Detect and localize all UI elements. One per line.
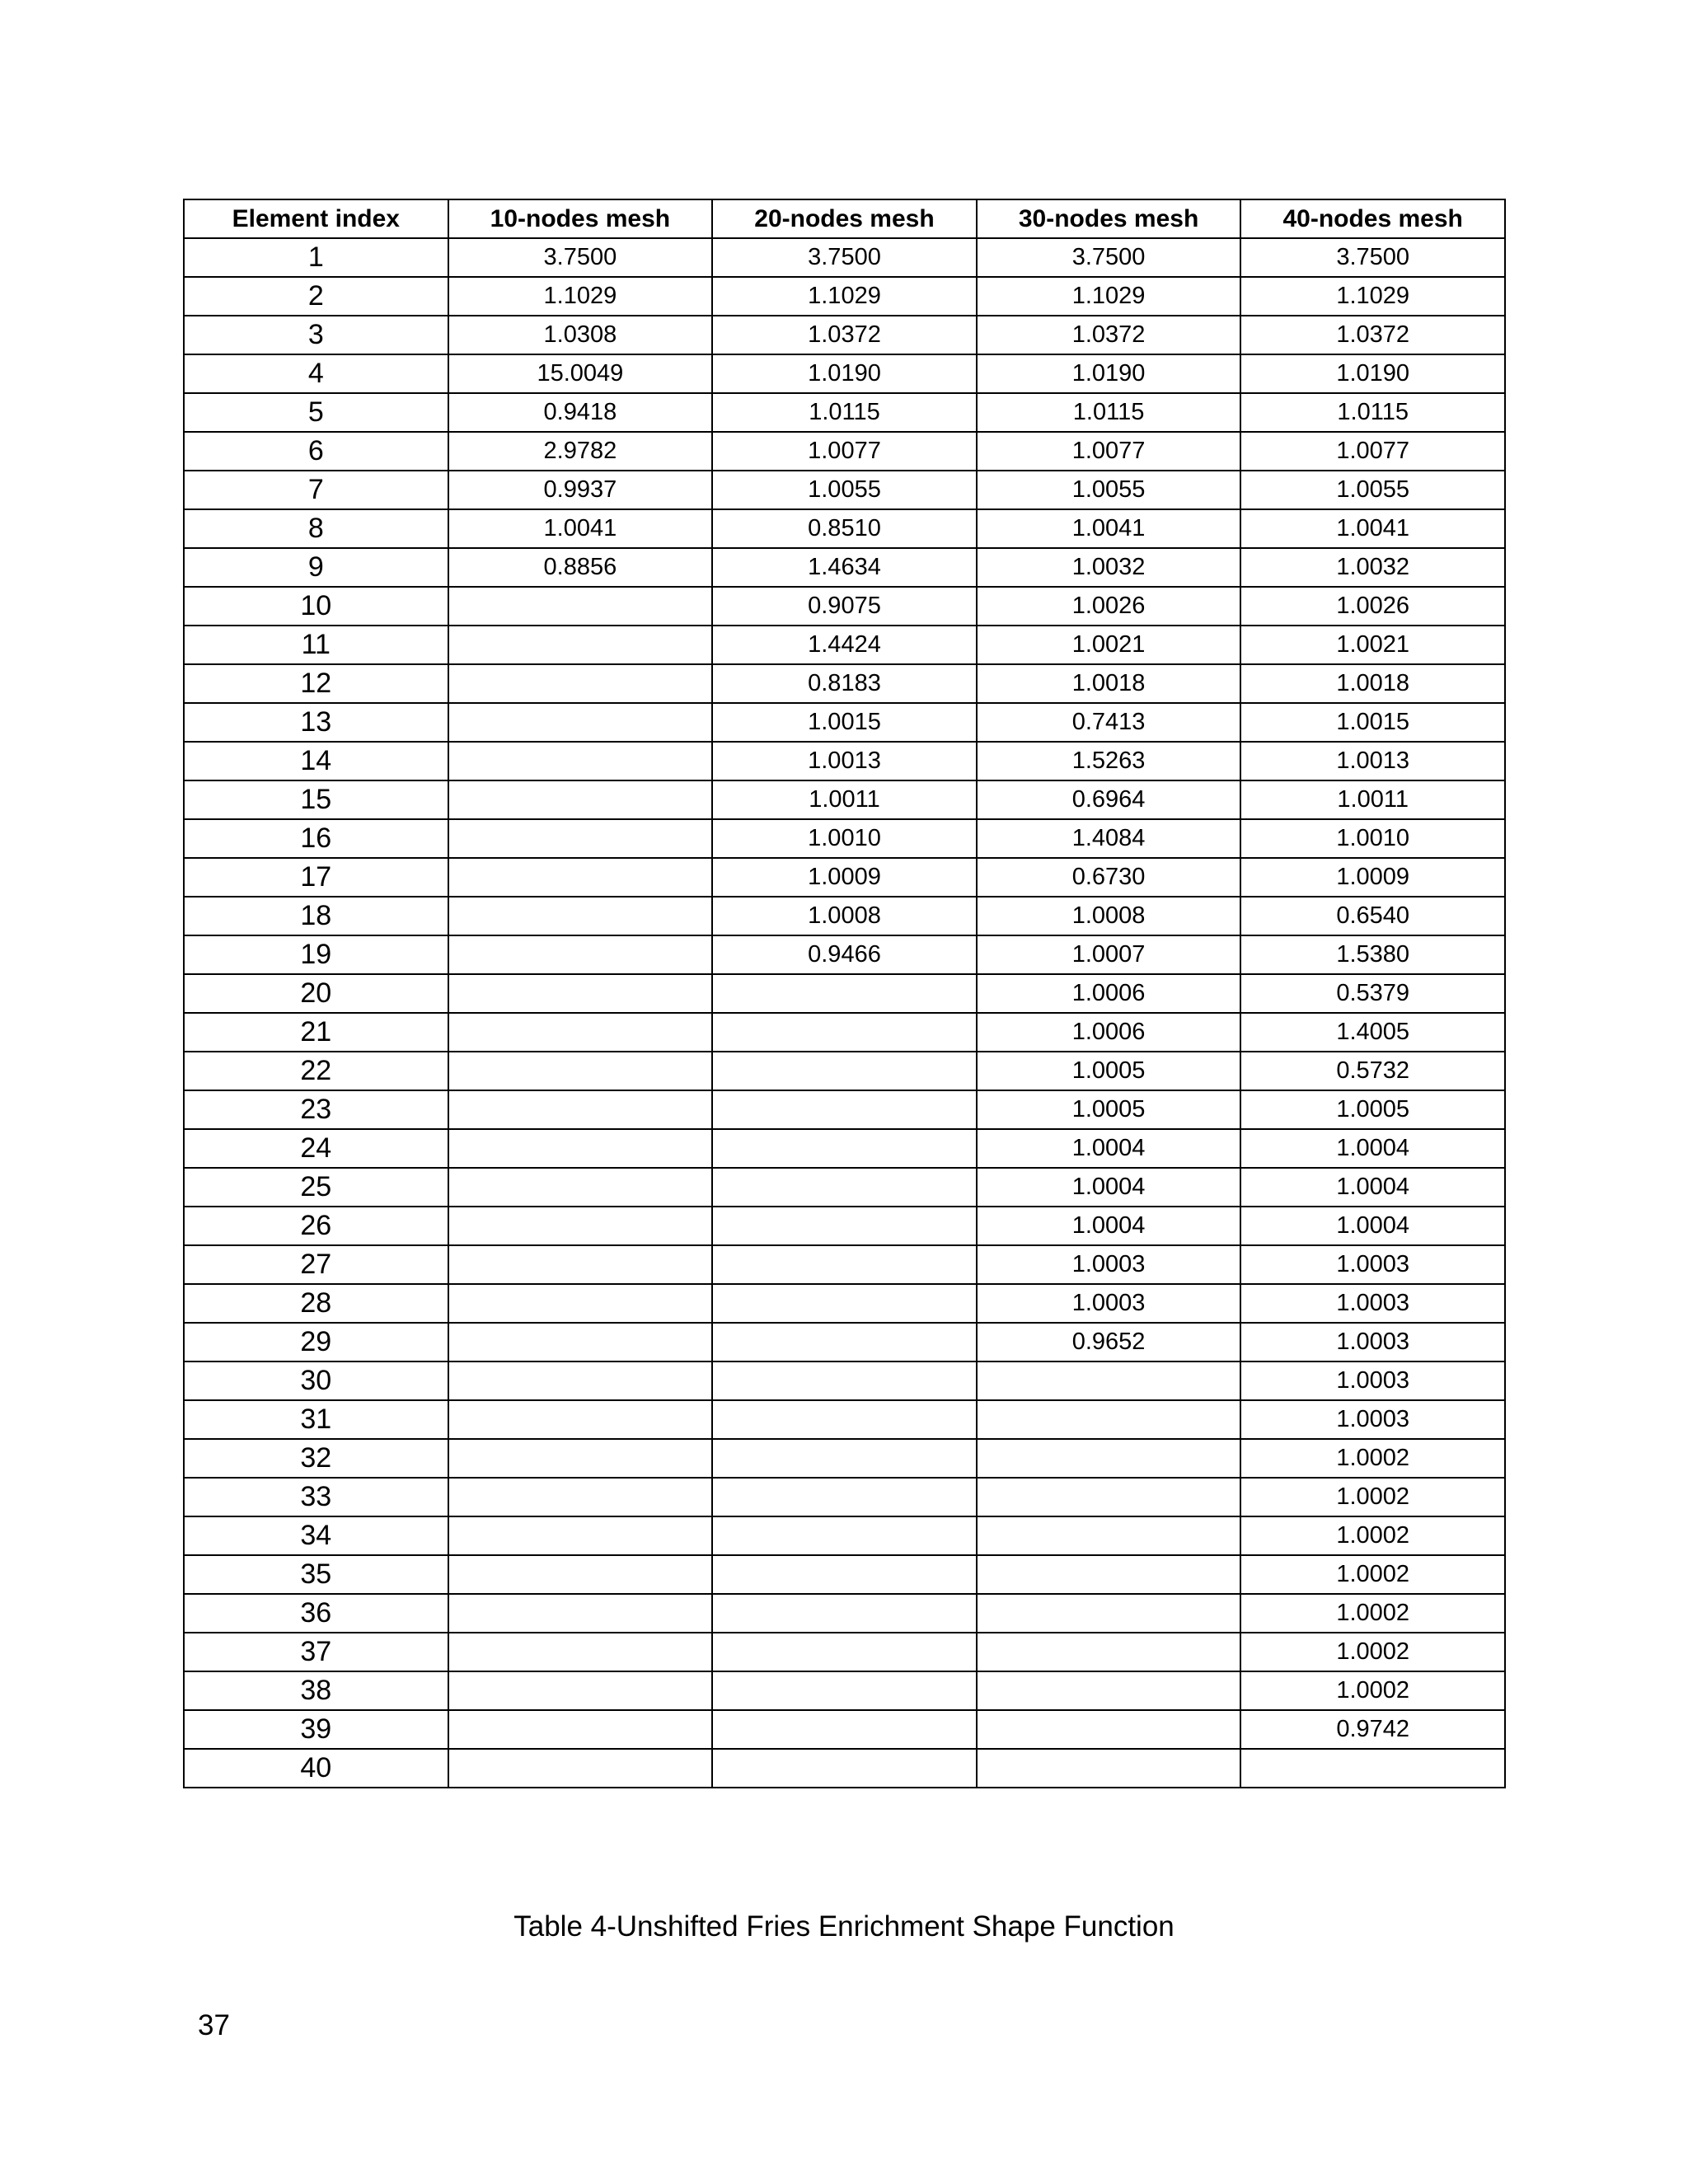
cell-value-20-nodes: 1.0013 xyxy=(712,742,977,780)
table-row xyxy=(184,587,1505,626)
cell-value-40-nodes: 1.0003 xyxy=(1240,1400,1505,1439)
cell-value-30-nodes: 1.0003 xyxy=(977,1245,1241,1284)
cell-value-10-nodes xyxy=(448,703,713,742)
cell-value-30-nodes xyxy=(977,1400,1241,1439)
cell-value-30-nodes xyxy=(977,1478,1241,1516)
cell-element-index: 1 xyxy=(184,238,448,277)
cell-value-40-nodes: 1.0190 xyxy=(1240,354,1505,393)
cell-value-40-nodes: 1.0005 xyxy=(1240,1090,1505,1129)
cell-element-index: 13 xyxy=(184,703,448,742)
cell-value-30-nodes xyxy=(977,1671,1241,1710)
cell-value-40-nodes: 1.0002 xyxy=(1240,1594,1505,1633)
cell-value-20-nodes: 1.0077 xyxy=(712,432,977,471)
table-row xyxy=(184,819,1505,858)
table-row xyxy=(184,277,1505,316)
cell-value-20-nodes: 1.0009 xyxy=(712,858,977,897)
cell-value-20-nodes xyxy=(712,1129,977,1168)
cell-value-10-nodes xyxy=(448,587,713,626)
cell-value-10-nodes xyxy=(448,1129,713,1168)
cell-value-30-nodes: 1.0004 xyxy=(977,1207,1241,1245)
cell-value-20-nodes: 0.9466 xyxy=(712,935,977,974)
cell-value-10-nodes xyxy=(448,1633,713,1671)
cell-element-index: 31 xyxy=(184,1400,448,1439)
cell-value-40-nodes: 1.0004 xyxy=(1240,1129,1505,1168)
cell-element-index: 25 xyxy=(184,1168,448,1207)
cell-value-40-nodes: 1.0013 xyxy=(1240,742,1505,780)
cell-value-20-nodes: 1.0010 xyxy=(712,819,977,858)
cell-value-40-nodes xyxy=(1240,1749,1505,1788)
cell-value-10-nodes: 0.8856 xyxy=(448,548,713,587)
data-table xyxy=(183,199,1506,1788)
table-row xyxy=(184,1671,1505,1710)
table-row xyxy=(184,1013,1505,1052)
cell-value-40-nodes: 1.0011 xyxy=(1240,780,1505,819)
cell-value-40-nodes: 1.0041 xyxy=(1240,509,1505,548)
cell-value-10-nodes xyxy=(448,819,713,858)
cell-value-10-nodes xyxy=(448,974,713,1013)
cell-element-index: 15 xyxy=(184,780,448,819)
cell-value-30-nodes: 1.0006 xyxy=(977,974,1241,1013)
cell-value-30-nodes xyxy=(977,1749,1241,1788)
table-caption: Table 4-Unshifted Fries Enrichment Shape Function xyxy=(513,1910,1175,1943)
cell-value-20-nodes: 0.8183 xyxy=(712,664,977,703)
cell-value-10-nodes xyxy=(448,1245,713,1284)
table-row xyxy=(184,1555,1505,1594)
cell-value-30-nodes: 1.0004 xyxy=(977,1129,1241,1168)
table-row xyxy=(184,1323,1505,1361)
table-row xyxy=(184,780,1505,819)
table-row xyxy=(184,1090,1505,1129)
cell-element-index: 27 xyxy=(184,1245,448,1284)
cell-value-30-nodes: 1.0041 xyxy=(977,509,1241,548)
cell-value-20-nodes: 1.0055 xyxy=(712,471,977,509)
cell-value-10-nodes xyxy=(448,1013,713,1052)
cell-value-20-nodes xyxy=(712,1749,977,1788)
cell-value-30-nodes xyxy=(977,1361,1241,1400)
cell-value-30-nodes xyxy=(977,1710,1241,1749)
cell-value-30-nodes: 1.0077 xyxy=(977,432,1241,471)
cell-value-10-nodes xyxy=(448,1361,713,1400)
cell-value-20-nodes xyxy=(712,1478,977,1516)
table-row xyxy=(184,509,1505,548)
cell-value-40-nodes: 1.0015 xyxy=(1240,703,1505,742)
cell-value-40-nodes: 0.5732 xyxy=(1240,1052,1505,1090)
table-row xyxy=(184,393,1505,432)
cell-value-30-nodes: 1.0004 xyxy=(977,1168,1241,1207)
cell-value-40-nodes: 1.0002 xyxy=(1240,1633,1505,1671)
table-row xyxy=(184,897,1505,935)
cell-value-10-nodes xyxy=(448,1207,713,1245)
cell-element-index: 40 xyxy=(184,1749,448,1788)
cell-value-10-nodes xyxy=(448,1323,713,1361)
cell-value-10-nodes xyxy=(448,1439,713,1478)
cell-value-20-nodes xyxy=(712,1361,977,1400)
table-row xyxy=(184,432,1505,471)
cell-element-index: 34 xyxy=(184,1516,448,1555)
table-row xyxy=(184,1052,1505,1090)
cell-element-index: 24 xyxy=(184,1129,448,1168)
cell-value-20-nodes xyxy=(712,1400,977,1439)
cell-element-index: 19 xyxy=(184,935,448,974)
cell-element-index: 12 xyxy=(184,664,448,703)
cell-value-20-nodes: 3.7500 xyxy=(712,238,977,277)
cell-value-40-nodes: 1.0115 xyxy=(1240,393,1505,432)
cell-value-20-nodes: 1.0011 xyxy=(712,780,977,819)
cell-value-40-nodes: 1.0009 xyxy=(1240,858,1505,897)
cell-value-20-nodes xyxy=(712,1168,977,1207)
cell-value-30-nodes: 0.6964 xyxy=(977,780,1241,819)
header-10-nodes-mesh: 10-nodes mesh xyxy=(448,199,713,238)
cell-value-30-nodes xyxy=(977,1555,1241,1594)
cell-value-10-nodes xyxy=(448,626,713,664)
cell-value-40-nodes: 1.0055 xyxy=(1240,471,1505,509)
cell-value-30-nodes: 1.0115 xyxy=(977,393,1241,432)
cell-value-30-nodes: 1.0026 xyxy=(977,587,1241,626)
cell-value-10-nodes xyxy=(448,1516,713,1555)
cell-value-20-nodes: 1.0372 xyxy=(712,316,977,354)
header-40-nodes-mesh: 40-nodes mesh xyxy=(1240,199,1505,238)
cell-value-10-nodes: 3.7500 xyxy=(448,238,713,277)
cell-value-40-nodes: 1.5380 xyxy=(1240,935,1505,974)
header-element-index: Element index xyxy=(184,199,448,238)
cell-value-40-nodes: 0.5379 xyxy=(1240,974,1505,1013)
cell-value-20-nodes: 1.0115 xyxy=(712,393,977,432)
cell-value-20-nodes xyxy=(712,1633,977,1671)
cell-value-30-nodes xyxy=(977,1594,1241,1633)
cell-element-index: 23 xyxy=(184,1090,448,1129)
table-row xyxy=(184,1439,1505,1478)
cell-element-index: 22 xyxy=(184,1052,448,1090)
table-row xyxy=(184,1594,1505,1633)
cell-value-20-nodes: 0.8510 xyxy=(712,509,977,548)
cell-element-index: 30 xyxy=(184,1361,448,1400)
table-row xyxy=(184,316,1505,354)
cell-value-30-nodes: 3.7500 xyxy=(977,238,1241,277)
cell-element-index: 32 xyxy=(184,1439,448,1478)
cell-value-30-nodes: 1.0018 xyxy=(977,664,1241,703)
cell-value-30-nodes: 1.0021 xyxy=(977,626,1241,664)
cell-value-20-nodes xyxy=(712,974,977,1013)
table-row xyxy=(184,1633,1505,1671)
cell-value-30-nodes: 1.5263 xyxy=(977,742,1241,780)
table-row xyxy=(184,742,1505,780)
cell-value-30-nodes: 1.0007 xyxy=(977,935,1241,974)
cell-value-10-nodes xyxy=(448,1478,713,1516)
cell-value-30-nodes: 0.9652 xyxy=(977,1323,1241,1361)
cell-element-index: 26 xyxy=(184,1207,448,1245)
cell-value-10-nodes xyxy=(448,742,713,780)
table-row xyxy=(184,626,1505,664)
cell-value-10-nodes xyxy=(448,780,713,819)
table-row xyxy=(184,935,1505,974)
cell-value-20-nodes xyxy=(712,1052,977,1090)
cell-value-30-nodes: 1.1029 xyxy=(977,277,1241,316)
cell-value-10-nodes xyxy=(448,1594,713,1633)
cell-value-20-nodes xyxy=(712,1284,977,1323)
cell-value-40-nodes: 1.0002 xyxy=(1240,1439,1505,1478)
cell-value-30-nodes: 1.0005 xyxy=(977,1052,1241,1090)
cell-element-index: 36 xyxy=(184,1594,448,1633)
cell-value-10-nodes xyxy=(448,1052,713,1090)
cell-value-10-nodes xyxy=(448,1284,713,1323)
cell-value-40-nodes: 1.0077 xyxy=(1240,432,1505,471)
cell-value-30-nodes: 1.0005 xyxy=(977,1090,1241,1129)
cell-value-10-nodes xyxy=(448,858,713,897)
cell-value-20-nodes xyxy=(712,1439,977,1478)
cell-value-30-nodes: 1.0055 xyxy=(977,471,1241,509)
cell-value-10-nodes xyxy=(448,935,713,974)
cell-value-20-nodes xyxy=(712,1671,977,1710)
cell-value-20-nodes xyxy=(712,1323,977,1361)
cell-value-20-nodes xyxy=(712,1207,977,1245)
table-row xyxy=(184,1129,1505,1168)
cell-value-40-nodes: 1.0003 xyxy=(1240,1361,1505,1400)
cell-value-20-nodes: 0.9075 xyxy=(712,587,977,626)
cell-value-30-nodes: 0.7413 xyxy=(977,703,1241,742)
cell-value-10-nodes: 2.9782 xyxy=(448,432,713,471)
cell-element-index: 33 xyxy=(184,1478,448,1516)
cell-value-40-nodes: 0.9742 xyxy=(1240,1710,1505,1749)
cell-value-40-nodes: 1.0003 xyxy=(1240,1323,1505,1361)
cell-value-40-nodes: 1.0021 xyxy=(1240,626,1505,664)
header-row xyxy=(184,199,1505,238)
cell-value-20-nodes xyxy=(712,1555,977,1594)
cell-element-index: 5 xyxy=(184,393,448,432)
cell-element-index: 37 xyxy=(184,1633,448,1671)
cell-value-10-nodes xyxy=(448,897,713,935)
cell-value-10-nodes xyxy=(448,1710,713,1749)
cell-value-40-nodes: 1.0010 xyxy=(1240,819,1505,858)
cell-value-30-nodes: 1.0190 xyxy=(977,354,1241,393)
cell-value-40-nodes: 1.4005 xyxy=(1240,1013,1505,1052)
cell-value-30-nodes: 1.0008 xyxy=(977,897,1241,935)
cell-element-index: 21 xyxy=(184,1013,448,1052)
cell-value-10-nodes xyxy=(448,1749,713,1788)
cell-element-index: 29 xyxy=(184,1323,448,1361)
cell-element-index: 11 xyxy=(184,626,448,664)
table-row xyxy=(184,238,1505,277)
cell-value-10-nodes: 1.1029 xyxy=(448,277,713,316)
cell-value-30-nodes: 1.0003 xyxy=(977,1284,1241,1323)
cell-value-40-nodes: 1.1029 xyxy=(1240,277,1505,316)
cell-value-40-nodes: 1.0003 xyxy=(1240,1284,1505,1323)
cell-element-index: 7 xyxy=(184,471,448,509)
cell-element-index: 10 xyxy=(184,587,448,626)
cell-element-index: 8 xyxy=(184,509,448,548)
cell-value-10-nodes: 1.0308 xyxy=(448,316,713,354)
cell-value-30-nodes xyxy=(977,1633,1241,1671)
table-body xyxy=(184,238,1505,1788)
cell-value-40-nodes: 1.0002 xyxy=(1240,1671,1505,1710)
cell-value-10-nodes xyxy=(448,1555,713,1594)
cell-value-40-nodes: 0.6540 xyxy=(1240,897,1505,935)
cell-value-40-nodes: 1.0002 xyxy=(1240,1478,1505,1516)
table-row xyxy=(184,703,1505,742)
cell-element-index: 9 xyxy=(184,548,448,587)
cell-value-20-nodes: 1.0190 xyxy=(712,354,977,393)
cell-value-20-nodes xyxy=(712,1516,977,1555)
cell-value-20-nodes: 1.0008 xyxy=(712,897,977,935)
table-row xyxy=(184,1710,1505,1749)
cell-value-10-nodes xyxy=(448,664,713,703)
header-20-nodes-mesh: 20-nodes mesh xyxy=(712,199,977,238)
cell-element-index: 2 xyxy=(184,277,448,316)
table-row xyxy=(184,1361,1505,1400)
table-row xyxy=(184,974,1505,1013)
cell-value-40-nodes: 1.0004 xyxy=(1240,1207,1505,1245)
cell-value-10-nodes: 0.9937 xyxy=(448,471,713,509)
table-row xyxy=(184,548,1505,587)
cell-value-30-nodes: 1.4084 xyxy=(977,819,1241,858)
table-row xyxy=(184,1245,1505,1284)
cell-value-10-nodes xyxy=(448,1168,713,1207)
cell-value-30-nodes: 1.0032 xyxy=(977,548,1241,587)
cell-value-20-nodes: 1.4634 xyxy=(712,548,977,587)
cell-value-20-nodes xyxy=(712,1245,977,1284)
cell-value-20-nodes: 1.1029 xyxy=(712,277,977,316)
table-row xyxy=(184,1168,1505,1207)
cell-value-20-nodes xyxy=(712,1013,977,1052)
cell-value-30-nodes: 0.6730 xyxy=(977,858,1241,897)
cell-element-index: 14 xyxy=(184,742,448,780)
cell-value-40-nodes: 1.0026 xyxy=(1240,587,1505,626)
table-row xyxy=(184,1400,1505,1439)
cell-value-10-nodes xyxy=(448,1090,713,1129)
table-row xyxy=(184,471,1505,509)
cell-element-index: 28 xyxy=(184,1284,448,1323)
cell-value-40-nodes: 3.7500 xyxy=(1240,238,1505,277)
cell-value-10-nodes: 1.0041 xyxy=(448,509,713,548)
cell-element-index: 4 xyxy=(184,354,448,393)
cell-value-10-nodes xyxy=(448,1400,713,1439)
cell-value-10-nodes: 15.0049 xyxy=(448,354,713,393)
cell-value-40-nodes: 1.0002 xyxy=(1240,1555,1505,1594)
cell-element-index: 39 xyxy=(184,1710,448,1749)
cell-value-30-nodes xyxy=(977,1439,1241,1478)
cell-value-20-nodes: 1.4424 xyxy=(712,626,977,664)
cell-value-40-nodes: 1.0004 xyxy=(1240,1168,1505,1207)
cell-value-40-nodes: 1.0372 xyxy=(1240,316,1505,354)
cell-value-10-nodes: 0.9418 xyxy=(448,393,713,432)
cell-element-index: 16 xyxy=(184,819,448,858)
cell-element-index: 20 xyxy=(184,974,448,1013)
cell-value-40-nodes: 1.0003 xyxy=(1240,1245,1505,1284)
cell-element-index: 38 xyxy=(184,1671,448,1710)
cell-value-20-nodes xyxy=(712,1090,977,1129)
cell-value-20-nodes xyxy=(712,1710,977,1749)
header-30-nodes-mesh: 30-nodes mesh xyxy=(977,199,1241,238)
cell-value-20-nodes xyxy=(712,1594,977,1633)
table-row xyxy=(184,1749,1505,1788)
table-row xyxy=(184,1207,1505,1245)
table-row xyxy=(184,354,1505,393)
cell-element-index: 35 xyxy=(184,1555,448,1594)
table-row xyxy=(184,858,1505,897)
cell-value-30-nodes: 1.0372 xyxy=(977,316,1241,354)
cell-element-index: 17 xyxy=(184,858,448,897)
cell-value-10-nodes xyxy=(448,1671,713,1710)
cell-value-20-nodes: 1.0015 xyxy=(712,703,977,742)
cell-value-40-nodes: 1.0002 xyxy=(1240,1516,1505,1555)
cell-value-40-nodes: 1.0018 xyxy=(1240,664,1505,703)
cell-element-index: 6 xyxy=(184,432,448,471)
cell-value-30-nodes: 1.0006 xyxy=(977,1013,1241,1052)
table-row xyxy=(184,1284,1505,1323)
page-number: 37 xyxy=(198,2009,230,2041)
table-row xyxy=(184,1516,1505,1555)
table-row xyxy=(184,664,1505,703)
cell-element-index: 18 xyxy=(184,897,448,935)
cell-value-30-nodes xyxy=(977,1516,1241,1555)
cell-value-40-nodes: 1.0032 xyxy=(1240,548,1505,587)
table-row xyxy=(184,1478,1505,1516)
cell-element-index: 3 xyxy=(184,316,448,354)
